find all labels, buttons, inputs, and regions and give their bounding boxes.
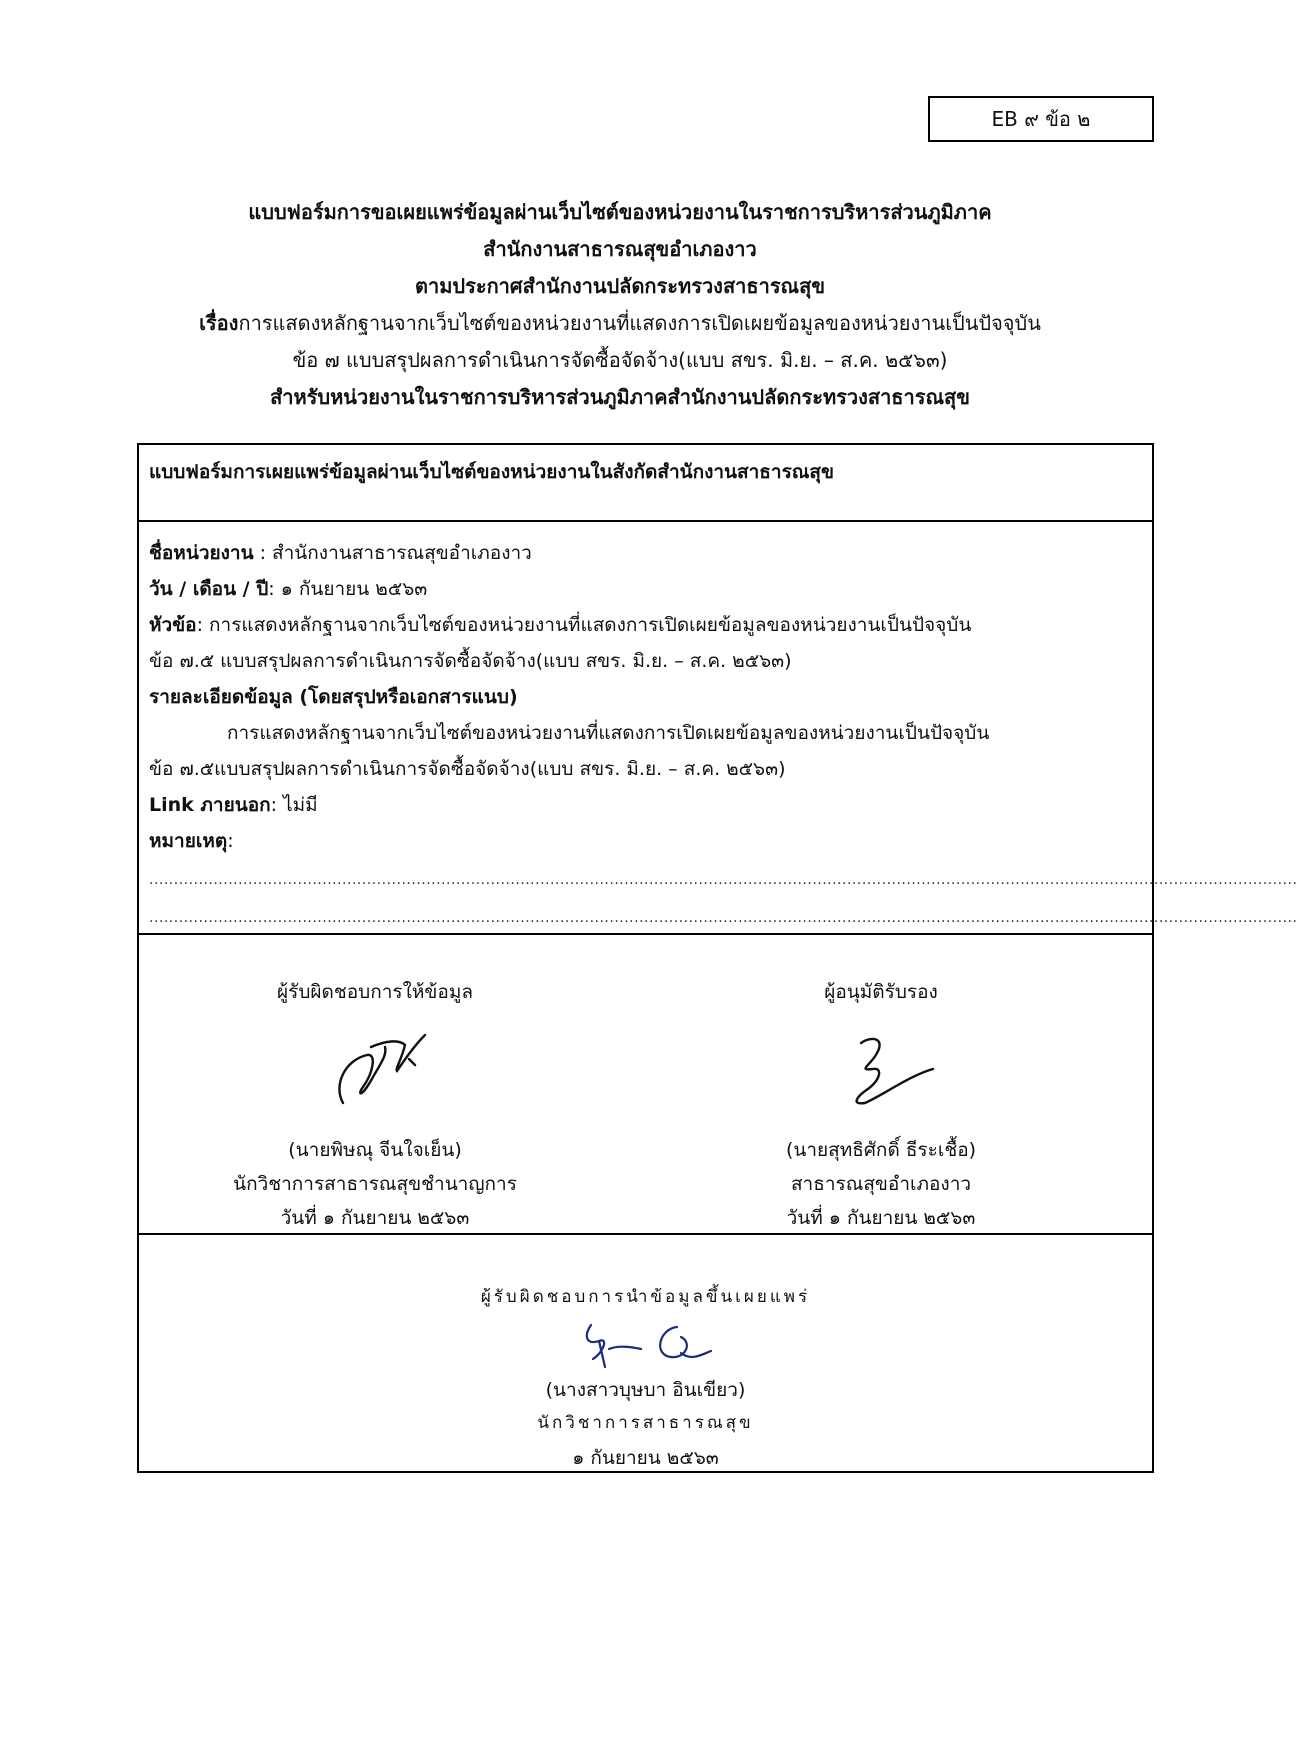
document-header (100, 194, 1140, 416)
right-signature-scribble (821, 1025, 941, 1115)
agency-row (149, 538, 532, 568)
header-item: ข้อ ๗ แบบสรุปผลการดำเนินการจัดซื้อจัดจ้าง(แบบ สขร. มิ.ย. – ส.ค. ๒๕๖๓) (292, 348, 948, 372)
publisher-date: ๑ กันยายน ๒๕๖๓ (572, 1447, 719, 1469)
header-for-agencies: สำหรับหน่วยงานในราชการบริหารส่วนภูมิภาคสำนักงานปลัดกระทรวงสาธารณสุข (270, 385, 970, 409)
link-value: : ไม่มี (270, 794, 318, 816)
publisher-section (139, 1235, 1152, 1471)
right-signer-date: วันที่ ๑ กันยายน ๒๕๖๓ (786, 1207, 976, 1229)
header-office: สำนักงานสาธารณสุขอำเภองาว (483, 237, 757, 261)
header-title: แบบฟอร์มการขอเผยแพร่ข้อมูลผ่านเว็บไซต์ของหน่วยงานในราชการบริหารส่วนภูมิภาค (248, 200, 992, 224)
note-dotted-line-1: ........................................................................................................................................................................................................................................ (149, 872, 1297, 888)
document-code: EB ๙ ข้อ ๒ (991, 107, 1091, 131)
topic-line2: ข้อ ๗.๕ แบบสรุปผลการดำเนินการจัดซื้อจัดจ้าง(แบบ สขร. มิ.ย. – ส.ค. ๒๕๖๓) (149, 650, 792, 672)
form-title-section (139, 445, 1152, 522)
details-line1: การแสดงหลักฐานจากเว็บไซต์ของหน่วยงานที่แสดงการเปิดเผยข้อมูลของหน่วยงานเป็นปัจจุบัน (227, 722, 990, 744)
note-row (149, 826, 234, 856)
agency-label: ชื่อหน่วยงาน (149, 542, 254, 564)
left-signature-scribble (315, 1025, 435, 1115)
link-row (149, 790, 318, 820)
note-colon: : (227, 830, 234, 852)
header-subject-text: การแสดงหลักฐานจากเว็บไซต์ของหน่วยงานที่แสดงการเปิดเผยข้อมูลของหน่วยงานเป็นปัจจุบัน (238, 311, 1041, 335)
publisher-role: ผู้รับผิดชอบการนำข้อมูลขึ้นเผยแพร่ (480, 1287, 811, 1307)
topic-value: : การแสดงหลักฐานจากเว็บไซต์ของหน่วยงานที่แสดงการเปิดเผยข้อมูลของหน่วยงานเป็นปัจจุบัน (196, 614, 972, 636)
header-announcement: ตามประกาศสำนักงานปลัดกระทรวงสาธารณสุข (414, 274, 825, 298)
date-row (149, 574, 427, 604)
left-signer-role: ผู้รับผิดชอบการให้ข้อมูล (277, 981, 473, 1003)
publisher-signature-scribble (569, 1315, 729, 1375)
note-label: หมายเหตุ (149, 830, 228, 852)
date-label: วัน / เดือน / ปี (149, 578, 269, 600)
left-signer-name: (นายพิษณุ จีนใจเย็น) (288, 1139, 462, 1161)
publisher-position: นักวิชาการสาธารณสุข (537, 1413, 754, 1433)
form-title: แบบฟอร์มการเผยแพร่ข้อมูลผ่านเว็บไซต์ของหน่วยงานในสังกัดสำนักงานสาธารณสุข (149, 461, 834, 483)
left-signer-date: วันที่ ๑ กันยายน ๒๕๖๓ (280, 1207, 470, 1229)
right-signer-role: ผู้อนุมัติรับรอง (824, 981, 938, 1003)
signatures-section (139, 935, 1152, 1235)
note-dotted-line-2: ........................................................................................................................................................................................................................................ (149, 910, 1297, 926)
right-signer-name: (นายสุทธิศักดิ์ ธีระเชื้อ) (785, 1139, 977, 1161)
topic-label: หัวข้อ (149, 614, 197, 636)
publication-form (137, 443, 1297, 1473)
left-signer-position: นักวิชาการสาธารณสุขชำนาญการ (233, 1173, 517, 1195)
right-signer-position: สาธารณสุขอำเภองาว (790, 1173, 972, 1195)
date-value: : ๑ กันยายน ๒๕๖๓ (268, 578, 428, 600)
agency-value: : สำนักงานสาธารณสุขอำเภองาว (253, 542, 532, 564)
form-info-section (139, 522, 1297, 935)
link-label: Link ภายนอก (149, 794, 271, 816)
header-subject (100, 305, 1140, 342)
publisher-name: (นางสาวบุษบา อินเขียว) (545, 1379, 746, 1401)
header-subject-label: เรื่อง (199, 311, 239, 335)
document-code-box (928, 96, 1154, 142)
details-line2: ข้อ ๗.๕แบบสรุปผลการดำเนินการจัดซื้อจัดจ้าง(แบบ สขร. มิ.ย. – ส.ค. ๒๕๖๓) (149, 758, 786, 780)
topic-row (149, 610, 971, 640)
details-label: รายละเอียดข้อมูล (โดยสรุปหรือเอกสารแนบ) (149, 686, 518, 708)
